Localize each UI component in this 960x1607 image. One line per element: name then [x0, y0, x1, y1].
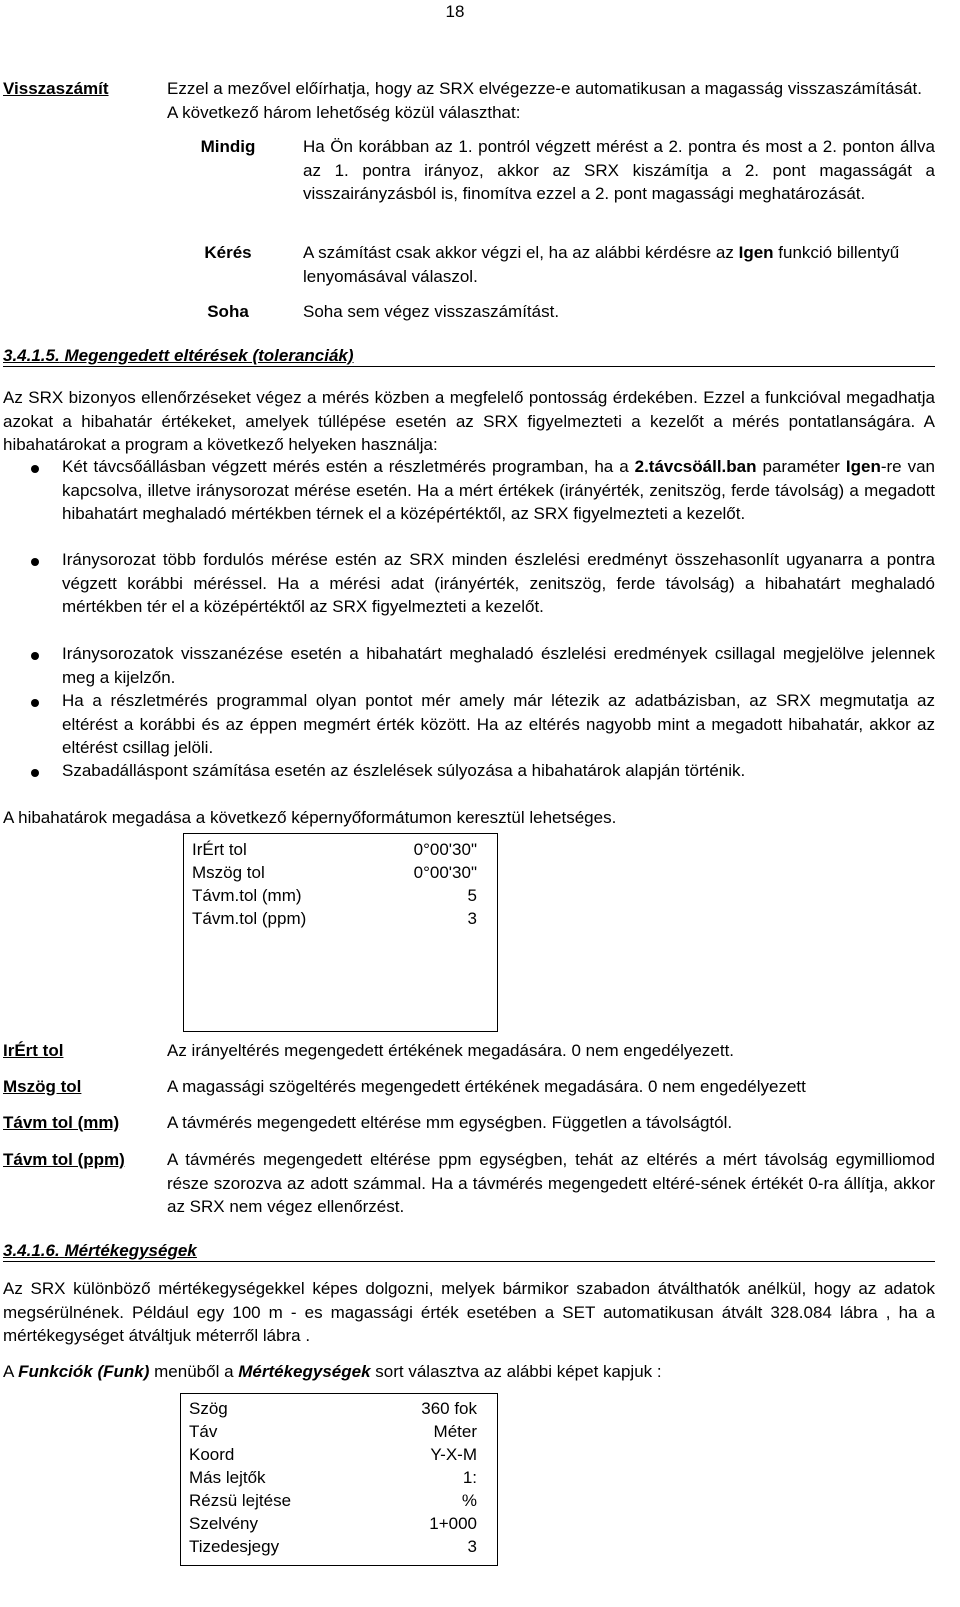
bullet-icon	[31, 652, 39, 660]
screen-row: Szelvény 1+000	[189, 1514, 477, 1533]
option-text-soha: Soha sem végez visszaszámítást.	[303, 302, 560, 321]
bullet-text-1: Két távcsőállásban végzett mérés estén a részletmérés programban, ha a 2.távcsöáll.ban paraméter Igen-re van kapcsolva, illetve iránysorozat mérése esetén. Ha a mért értékek (irányérték, zenitszög, ferde távolság) a megadott hibahatárt meghaladó mértékben térnek el a középértéktől, az SRX figyelmezteti a kezelőt.	[62, 457, 935, 523]
section-number: 3.4.1.6.	[3, 1241, 60, 1260]
param-label-tavm-ppm: Távm tol (ppm)	[3, 1150, 125, 1169]
bullet-icon	[31, 558, 39, 566]
param-label-mszog: Mszög tol	[3, 1077, 82, 1096]
section-intro: Az SRX bizonyos ellenőrzéseket végez a mérés közben a megfelelő pontosság érdekében. Ezzel a funkcióval megadhatja azokat a hibahatár értékeket, amelyek túllépése esetén az SRX figyelmezteti a kezelőt a mérés pontatlanságára. A hibahatárokat a program a következő helyeken használja:	[3, 388, 935, 454]
option-label-mindig: Mindig	[200, 137, 256, 156]
bullet-text-4: Ha a részletmérés programmal olyan pontot mér amely már létezik az adatbázisban, az SRX megmutatja az eltérést a korábbi és az éppen megmért érték között. Ha az eltérés nagyobb mint a megadott hibahatár, akkor az eltérést csillag jelöli.	[62, 691, 935, 757]
param-label-tavm-mm: Távm tol (mm)	[3, 1113, 120, 1132]
param-label-irert: IrÉrt tol	[3, 1041, 64, 1060]
visszaszamit-intro: Ezzel a mezővel előírhatja, hogy az SRX elvégezze-e automatikusan a magasság visszaszámítását. A következő három lehetőség közül választhat:	[167, 79, 922, 122]
screen-row: Koord Y-X-M	[189, 1445, 477, 1464]
tolerance-screen	[183, 833, 498, 1032]
section-heading: Megengedett eltérések (toleranciák)	[64, 346, 354, 365]
option-label-keres: Kérés	[204, 243, 252, 262]
screen-row: Távm.tol (ppm) 3	[192, 909, 477, 928]
screen-row: Rézsü lejtése %	[189, 1491, 477, 1510]
screen-row: Más lejtők 1:	[189, 1468, 477, 1487]
bullet-icon	[31, 465, 39, 473]
bullet-text-2: Iránysorozat több fordulós mérése estén az SRX minden észlelési eredményt összehasonlít ugyanarra a pontra végzett korábbi méréssel. Ha a mérési adat (irányérték, zenitszög, ferde távolság) a hibahatárt meghaladó mértékben tér el a középértéktől az SRX figyelmezteti a kezelőt.	[62, 550, 935, 616]
bullet-text-3: Iránysorozatok visszanézése esetén a hibahatárt meghaladó észlelési eredmények csillagal megjelölve jelennek meg a kijelzőn.	[62, 644, 935, 687]
option-text-keres: A számítást csak akkor végzi el, ha az alábbi kérdésre az Igen funkció billentyű lenyomásával válaszol.	[303, 243, 900, 286]
section-title-tolerances	[3, 346, 935, 367]
screen-row: Távm.tol (mm) 5	[192, 886, 477, 905]
param-text-mszog: A magassági szögeltérés megengedett értékének megadására. 0 nem engedélyezett	[167, 1077, 806, 1096]
screen-row: Táv Méter	[189, 1422, 477, 1441]
screen-row: Mszög tol 0°00'30"	[192, 863, 477, 882]
visszaszamit-label: Visszaszámít	[3, 79, 109, 98]
bullet-text-5: Szabadálláspont számítása esetén az észlelések súlyozása a hibahatárok alapján történik.	[62, 761, 746, 780]
section-number: 3.4.1.5.	[3, 346, 60, 365]
screen-intro: A hibahatárok megadása a következő képernyőformátumon keresztül lehetséges.	[3, 808, 617, 827]
param-text-irert: Az irányeltérés megengedett értékének megadására. 0 nem engedélyezett.	[167, 1041, 735, 1060]
bullet-icon	[31, 769, 39, 777]
units-menu-text: A Funkciók (Funk) menüből a Mértékegységek sort választva az alábbi képet kapjuk :	[3, 1362, 662, 1381]
option-label-soha: Soha	[207, 302, 249, 321]
param-text-tavm-ppm: A távmérés megengedett eltérése ppm egységben, tehát az eltérés a mért távolság egymilliomod része szorozva az adott számmal. Ha a távmérés megengedett eltéré-sének értékét 0-ra állítja, akkor az SRX nem végez ellenőrzést.	[167, 1150, 935, 1216]
units-screen	[180, 1393, 498, 1566]
section-heading: Mértékegységek	[64, 1241, 197, 1260]
screen-row: IrÉrt tol 0°00'30"	[192, 840, 477, 859]
screen-row: Tizedesjegy 3	[189, 1537, 477, 1556]
section-title-units	[3, 1241, 935, 1262]
page-number: 18	[445, 2, 465, 21]
param-text-tavm-mm: A távmérés megengedett eltérése mm egységben. Független a távolságtól.	[167, 1113, 733, 1132]
option-text-mindig: Ha Ön korábban az 1. pontról végzett mérést a 2. pontra és most a 2. ponton állva az 1. pontra irányoz, akkor az SRX kiszámítja a 2. pont magasságát a visszairányzásból is, finomítva ezzel a 2. pont magassági meghatározását.	[303, 137, 935, 203]
units-intro: Az SRX különböző mértékegységekkel képes dolgozni, melyek bármikor szabadon átválthatók anélkül, hogy az adatok megsérülnének. Például egy 100 m - es magassági érték esetében a SET automatikusan átvált 328.084 lábra , ha a mértékegységet átváltjuk méterről lábra .	[3, 1279, 935, 1345]
screen-row: Szög 360 fok	[189, 1399, 477, 1418]
param-label-visszaszamit	[3, 77, 109, 101]
bullet-icon	[31, 699, 39, 707]
